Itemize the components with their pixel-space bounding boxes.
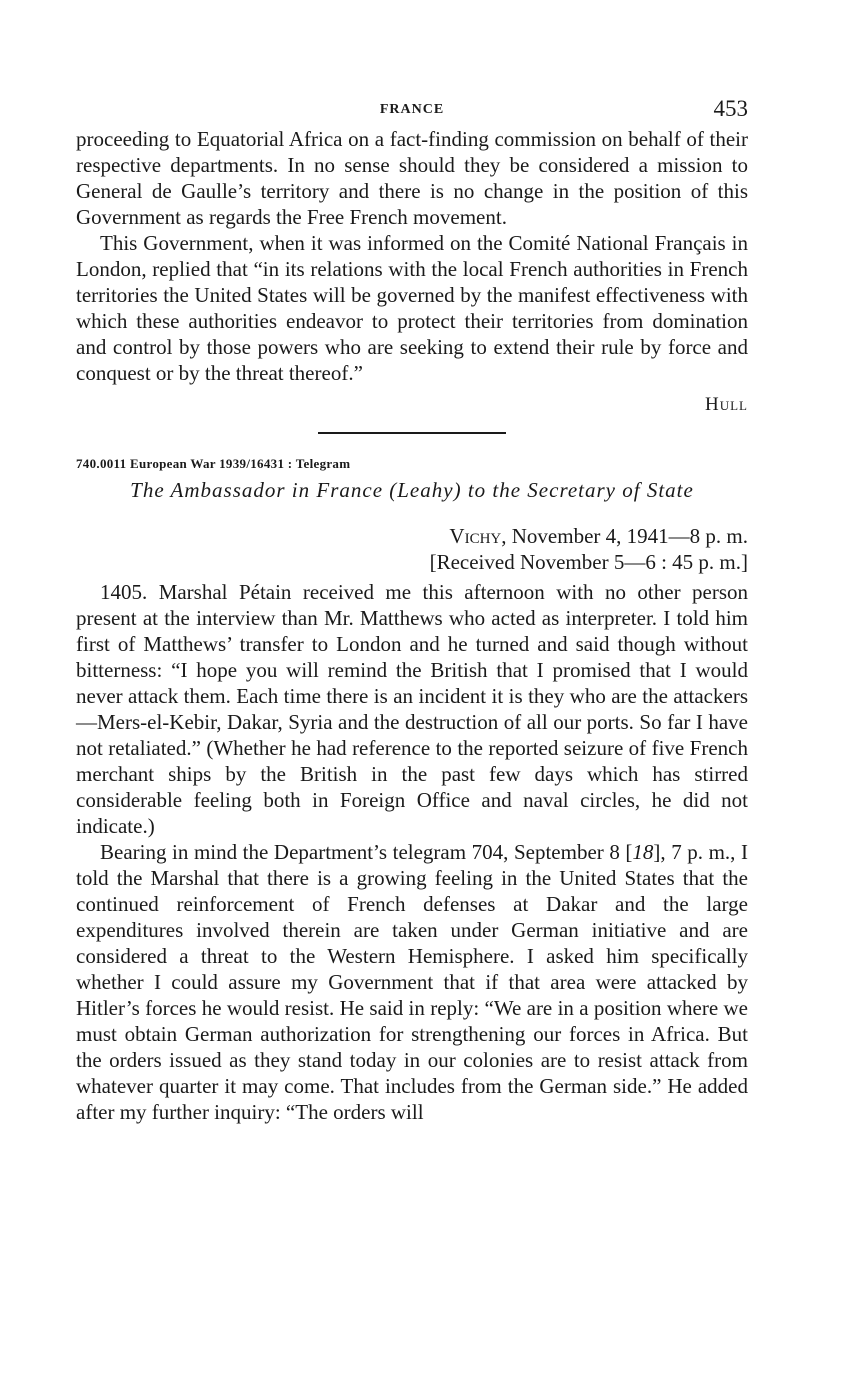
paragraph-text: ], 7 p. m., I told the Marshal that there is a growing feeling in the United States that the continued reinforcement of French defenses at Dakar and the large expenditures involved therein are taken under German initiative and are considered a threat to the Western Hemisphere. I asked him specifically whether I could assure my Government that if that area were attacked by Hitler’s forces he would resist. He said in reply: “We are in a position where we must obtain German authorization for strengthening our forces in Africa. But the orders issued as they stand today in our colonies are to resist attack from whatever quarter it may come. That includes from the German side.” He added after my further inquiry: “The orders will <box>76 840 748 1124</box>
section-divider <box>318 432 506 434</box>
body-paragraph <box>76 839 748 1125</box>
continued-paragraph: proceeding to Equatorial Africa on a fact-finding commission on behalf of their respective departments. In no sense should they be considered a mission to General de Gaulle’s territory and there is no change in the position of this Government as regards the Free French movement. <box>76 127 748 229</box>
body-paragraph: 1405. Marshal Pétain received me this afternoon with no other person present at the interview than Mr. Matthews who acted as interpreter. I told him first of Matthews’ transfer to London and he turned and said though without bitterness: “I hope you will remind the British that I promised that I would never attack them. Each time there is an incident it is they who are the attackers—Mers-el-Kebir, Dakar, Syria and the destruction of all our ports. So far I have not retaliated.” (Whether he had reference to the reported seizure of five French merchant ships by the British in the past few days which has stirred considerable feeling both in Foreign Office and naval circles, he did not indicate.) <box>76 580 748 838</box>
running-title: FRANCE <box>379 102 445 117</box>
dateline-date: November 4, 1941—8 p. m. <box>506 524 748 548</box>
page-header <box>76 96 748 126</box>
dateline <box>76 523 748 575</box>
telegram-body <box>76 579 748 1125</box>
document-page <box>76 96 748 1125</box>
signature: Hull <box>705 394 748 415</box>
body-paragraph: This Government, when it was informed on the Comité National Français in London, replied that “in its relations with the local French authorities in French territories the United States will be governed by the manifest effectiveness with which these authorities endeavor to protect their territories from domination and control by those powers who are seeking to extend their rule by force and conquest or by the threat thereof.” <box>76 231 748 385</box>
reference-number: 18 <box>632 840 654 864</box>
file-reference: 740.0011 European War 1939/16431 : Telegram <box>76 456 351 471</box>
paragraph-text: Bearing in mind the Department’s telegram 704, September 8 [ <box>100 840 633 864</box>
dateline-sent <box>76 523 748 549</box>
document-title: The Ambassador in France (Leahy) to the Secretary of State <box>130 478 694 502</box>
page-number: 453 <box>713 96 748 121</box>
dateline-place: Vichy, <box>449 524 507 548</box>
dateline-received: [Received November 5—6 : 45 p. m.] <box>429 550 748 574</box>
